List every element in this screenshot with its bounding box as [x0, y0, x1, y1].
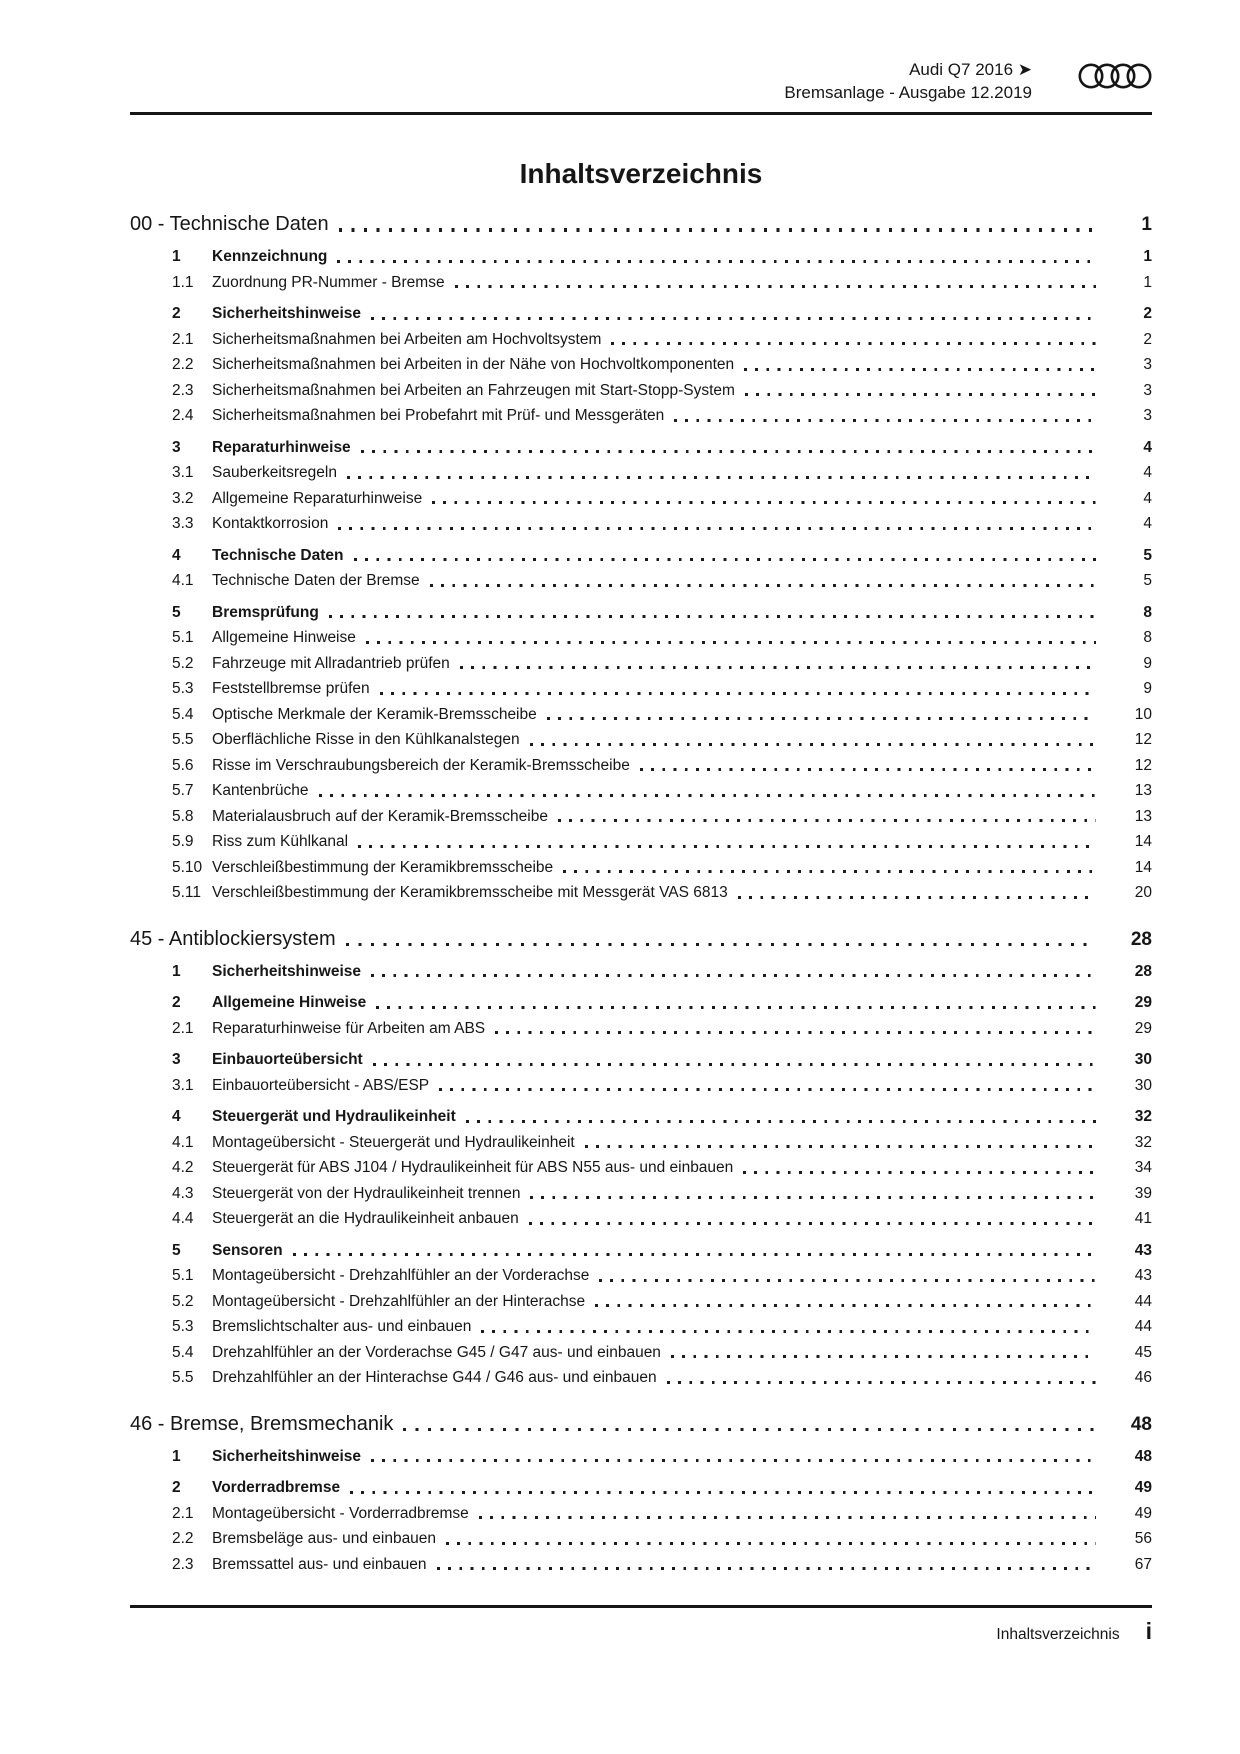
dot-leader [529, 1222, 1096, 1225]
toc-entry-page: 56 [1134, 1530, 1152, 1547]
dot-leader [376, 1006, 1096, 1009]
toc-entry-row[interactable] [130, 1104, 1152, 1130]
toc-entry-page: 48 [1134, 1447, 1152, 1465]
toc-entry-page: 12 [1134, 756, 1152, 774]
footer-divider [130, 1605, 1152, 1608]
toc-entry-page: 10 [1134, 705, 1152, 723]
toc-entry-page: 44 [1134, 1292, 1152, 1310]
audi-rings-icon [1078, 62, 1152, 90]
toc-entry-number: 3 [172, 1051, 181, 1068]
dot-leader [640, 768, 1096, 771]
toc-entry-row[interactable] [130, 403, 1152, 429]
dot-leader [430, 584, 1096, 587]
toc-entry-row[interactable] [130, 1047, 1152, 1073]
dot-leader [481, 1330, 1096, 1333]
dot-leader [350, 1491, 1096, 1494]
toc-entry-row[interactable] [130, 270, 1152, 296]
toc-entry-title: Montageübersicht - Steuergerät und Hydraulikeinheit [212, 1133, 575, 1151]
toc-entry-page: 12 [1134, 731, 1152, 748]
toc-entry-row[interactable] [130, 1552, 1152, 1578]
toc-chapter-row[interactable] [130, 211, 1152, 238]
dot-leader [558, 819, 1096, 822]
dot-leader [371, 1459, 1096, 1462]
toc-chapter-title: 46 - Bremse, Bremsmechanik [130, 1412, 394, 1435]
toc-entry-title: Technische Daten [212, 546, 344, 564]
toc-entry-number: 2.1 [172, 1019, 194, 1037]
toc-entry-number: 5.8 [172, 807, 194, 825]
toc-entry-title: Steuergerät für ABS J104 / Hydraulikeinheit für ABS N55 aus- und einbauen [212, 1159, 734, 1176]
toc-entry-row[interactable] [130, 1444, 1152, 1470]
header-divider [130, 112, 1152, 115]
toc-entry-row[interactable] [130, 959, 1152, 985]
dot-leader [329, 615, 1096, 618]
toc-entry-page: 14 [1134, 833, 1152, 850]
toc-entry-title: Sensoren [212, 1241, 283, 1259]
toc-entry-title: Bremsbeläge aus- und einbauen [212, 1530, 437, 1547]
dot-leader [346, 943, 1096, 946]
toc-entry-number: 5.6 [172, 756, 194, 774]
toc-entry-page: 8 [1143, 629, 1152, 646]
toc-entry-row[interactable] [130, 1206, 1152, 1232]
toc-entry-title: Steuergerät von der Hydraulikeinheit trennen [212, 1184, 521, 1202]
toc-entry-page: 9 [1143, 680, 1152, 697]
toc-entry-row[interactable] [130, 625, 1152, 651]
toc-entry-page: 67 [1134, 1555, 1152, 1573]
toc-entry-row[interactable] [130, 778, 1152, 804]
toc-entry-page: 49 [1134, 1504, 1152, 1522]
toc-entry-number: 1.1 [172, 273, 194, 291]
toc-entry-title: Sauberkeitsregeln [212, 464, 337, 481]
toc-entry-title: Allgemeine Reparaturhinweise [212, 489, 423, 507]
toc-entry-page: 13 [1134, 807, 1152, 825]
dot-leader [745, 393, 1096, 396]
dot-leader [455, 285, 1096, 288]
dot-leader [337, 260, 1096, 263]
toc-entry-row[interactable] [130, 600, 1152, 626]
toc-entry-page: 49 [1134, 1479, 1152, 1496]
toc-entry-page: 43 [1134, 1267, 1152, 1284]
dot-leader [403, 1428, 1096, 1431]
toc-entry-page: 4 [1143, 464, 1152, 481]
toc-entry-title: Verschleißbestimmung der Keramikbremsscheibe [212, 858, 554, 876]
toc-entry-page: 9 [1143, 654, 1152, 672]
toc-entry-title: Vorderradbremse [212, 1479, 341, 1496]
toc-chapter-page: 48 [1130, 1413, 1152, 1435]
dot-leader [460, 666, 1096, 669]
toc-entry-row[interactable] [130, 829, 1152, 855]
toc-entry-title: Drehzahlfühler an der Hinterachse G44 / G46 aus- und einbauen [212, 1369, 657, 1386]
toc-entry-number: 2 [172, 1479, 181, 1496]
dot-leader [667, 1381, 1096, 1384]
toc-entry-page: 30 [1134, 1076, 1152, 1094]
footer-page-number: i [1145, 1618, 1152, 1644]
toc-chapter-title: 00 - Technische Daten [130, 213, 329, 235]
toc-entry-row[interactable] [130, 880, 1152, 906]
dot-leader [432, 501, 1096, 504]
toc-entry-row[interactable] [130, 1263, 1152, 1289]
dot-leader [674, 419, 1096, 422]
toc-entry-title: Sicherheitsmaßnahmen bei Probefahrt mit Prüf- und Messgeräten [212, 407, 665, 424]
toc-entry-row[interactable] [130, 804, 1152, 830]
dot-leader [495, 1031, 1096, 1034]
toc-entry-title: Kennzeichnung [212, 248, 328, 265]
dot-leader [354, 558, 1096, 561]
toc-entry-title: Zuordnung PR-Nummer - Bremse [212, 273, 445, 291]
dot-leader [380, 692, 1096, 695]
page-title: Inhaltsverzeichnis [519, 158, 763, 189]
toc-entry-number: 5 [172, 603, 181, 621]
toc-entry-row[interactable] [130, 1016, 1152, 1042]
toc-entry-row[interactable] [130, 1238, 1152, 1264]
toc-entry-title: Allgemeine Hinweise [212, 629, 356, 646]
toc-entry-title: Bremsprüfung [212, 603, 319, 621]
dot-leader [439, 1088, 1096, 1091]
toc-entry-page: 20 [1134, 884, 1152, 901]
toc-entry-row[interactable] [130, 1073, 1152, 1099]
toc-entry-number: 5.9 [172, 833, 194, 850]
page-footer [130, 1605, 1152, 1645]
toc-entry-number: 1 [172, 1447, 181, 1465]
toc-entry-title: Sicherheitshinweise [212, 305, 362, 322]
toc-entry-page: 13 [1134, 782, 1152, 799]
toc-entry-title: Riss zum Kühlkanal [212, 833, 349, 850]
toc-entry-page: 3 [1143, 356, 1152, 373]
toc-entry-number: 5.7 [172, 782, 194, 799]
toc-entry-row[interactable] [130, 753, 1152, 779]
dot-leader [446, 1542, 1096, 1545]
toc-entry-number: 5.4 [172, 705, 194, 723]
toc-entry-page: 29 [1134, 1019, 1152, 1037]
toc-entry-number: 5.5 [172, 1369, 194, 1386]
toc-entry-number: 3.2 [172, 489, 194, 507]
toc-entry-page: 5 [1143, 546, 1152, 564]
toc-entry-number: 2 [172, 994, 181, 1011]
dot-leader [293, 1253, 1096, 1256]
toc-entry-number: 5.10 [172, 858, 203, 876]
toc-entry-number: 5.3 [172, 680, 194, 697]
toc-entry-page: 14 [1134, 858, 1152, 876]
footer-text-block [130, 1618, 1152, 1645]
toc-entry-number: 1 [172, 248, 181, 265]
toc-entry-row[interactable] [130, 486, 1152, 512]
toc-entry-title: Technische Daten der Bremse [212, 572, 420, 589]
toc-entry-number: 5.1 [172, 1267, 194, 1284]
toc-entry-row[interactable] [130, 301, 1152, 327]
toc-entry-title: Oberflächliche Risse in den Kühlkanalstegen [212, 731, 520, 748]
toc-entry-row[interactable] [130, 1340, 1152, 1366]
dot-leader [466, 1120, 1096, 1123]
toc-entry-number: 4.3 [172, 1184, 194, 1202]
footer-label: Inhaltsverzeichnis [996, 1626, 1120, 1643]
dot-leader [366, 641, 1096, 644]
toc-entry-page: 32 [1134, 1133, 1152, 1151]
toc-entry-page: 1 [1143, 273, 1152, 291]
toc-list [130, 211, 1152, 1577]
toc-entry-page: 34 [1134, 1159, 1152, 1176]
toc-entry-title: Bremslichtschalter aus- und einbauen [212, 1318, 472, 1335]
toc-entry-number: 2.4 [172, 407, 194, 424]
toc-entry-title: Risse im Verschraubungsbereich der Keramik-Bremsscheibe [212, 756, 630, 774]
dot-leader [358, 845, 1096, 848]
toc-chapter-row[interactable] [130, 926, 1152, 953]
toc-entry-title: Fahrzeuge mit Allradantrieb prüfen [212, 654, 450, 672]
toc-entry-row[interactable] [130, 1526, 1152, 1552]
toc-entry-row[interactable] [130, 1501, 1152, 1527]
toc-entry-title: Optische Merkmale der Keramik-Bremsscheibe [212, 705, 537, 723]
toc-entry-page: 46 [1134, 1369, 1152, 1386]
toc-entry-page: 1 [1143, 248, 1152, 265]
toc-entry-row[interactable] [130, 1130, 1152, 1156]
dot-leader [371, 974, 1096, 977]
toc-entry-number: 3 [172, 438, 181, 456]
toc-entry-row[interactable] [130, 651, 1152, 677]
dot-leader [371, 317, 1096, 320]
toc-entry-page: 4 [1143, 438, 1152, 456]
toc-entry-title: Reparaturhinweise für Arbeiten am ABS [212, 1019, 486, 1037]
toc-entry-title: Montageübersicht - Drehzahlfühler an der Hinterachse [212, 1292, 586, 1310]
toc-entry-row[interactable] [130, 1181, 1152, 1207]
toc-entry-page: 3 [1143, 381, 1152, 399]
header-document-line: Bremsanlage - Ausgabe 12.2019 [784, 83, 1032, 102]
dot-leader [744, 368, 1096, 371]
toc-chapter-title: 45 - Antiblockiersystem [130, 927, 336, 950]
toc-entry-title: Steuergerät und Hydraulikeinheit [212, 1108, 456, 1125]
toc-entry-number: 2 [172, 305, 181, 322]
dot-leader [339, 228, 1096, 231]
dot-leader [585, 1145, 1096, 1148]
toc-entry-row[interactable] [130, 1314, 1152, 1340]
toc-chapter-page: 1 [1141, 214, 1152, 235]
page-header [130, 0, 1152, 115]
toc-entry-number: 4.1 [172, 1133, 194, 1151]
toc-chapter-row[interactable] [130, 1411, 1152, 1438]
toc-entry-number: 2.3 [172, 1555, 194, 1573]
toc-entry-title: Montageübersicht - Vorderradbremse [212, 1504, 469, 1522]
toc-entry-number: 4.4 [172, 1210, 194, 1227]
dot-leader [738, 896, 1096, 899]
toc-entry-title: Bremssattel aus- und einbauen [212, 1555, 427, 1573]
toc-entry-number: 5.4 [172, 1343, 194, 1361]
toc-entry-page: 39 [1134, 1184, 1152, 1202]
toc-entry-number: 5.2 [172, 1292, 194, 1310]
toc-entry-row[interactable] [130, 327, 1152, 353]
dot-leader [437, 1567, 1096, 1570]
toc-entry-number: 2.2 [172, 356, 194, 373]
dot-leader [373, 1063, 1096, 1066]
dot-leader [530, 1196, 1096, 1199]
header-text-block [130, 58, 1152, 104]
toc-entry-number: 2.2 [172, 1530, 194, 1547]
toc-entry-title: Kantenbrüche [212, 782, 309, 799]
toc-entry-page: 3 [1143, 407, 1152, 424]
toc-entry-row[interactable] [130, 727, 1152, 753]
toc-entry-title: Sicherheitshinweise [212, 962, 362, 980]
toc-entry-row[interactable] [130, 1289, 1152, 1315]
toc-entry-page: 43 [1134, 1241, 1152, 1259]
toc-entry-row[interactable] [130, 676, 1152, 702]
toc-entry-page: 4 [1143, 489, 1152, 507]
toc-entry-number: 3.3 [172, 515, 194, 532]
dot-leader [338, 527, 1096, 530]
toc-entry-number: 5.11 [172, 884, 202, 901]
toc-entry-number: 4.1 [172, 572, 194, 589]
dot-leader [479, 1516, 1096, 1519]
toc-entry-title: Einbauorteübersicht - ABS/ESP [212, 1076, 430, 1094]
toc-entry-page: 32 [1134, 1108, 1152, 1125]
header-model-line: Audi Q7 2016 ➤ [909, 60, 1032, 79]
toc-entry-number: 3.1 [172, 1076, 194, 1094]
toc-entry-page: 5 [1143, 572, 1152, 589]
toc-entry-number: 5 [172, 1241, 181, 1259]
dot-leader [563, 870, 1096, 873]
toc-entry-title: Materialausbruch auf der Keramik-Bremsscheibe [212, 807, 548, 825]
toc-entry-title: Drehzahlfühler an der Vorderachse G45 / G47 aus- und einbauen [212, 1343, 661, 1361]
toc-entry-page: 8 [1143, 603, 1152, 621]
dot-leader [743, 1171, 1096, 1174]
toc-entry-number: 2.3 [172, 381, 194, 399]
dot-leader [347, 476, 1096, 479]
toc-entry-number: 4 [172, 1108, 181, 1125]
toc-entry-row[interactable] [130, 460, 1152, 486]
dot-leader [547, 717, 1096, 720]
toc-entry-row[interactable] [130, 702, 1152, 728]
toc-entry-row[interactable] [130, 352, 1152, 378]
toc-entry-title: Allgemeine Hinweise [212, 994, 367, 1011]
toc-entry-page: 4 [1143, 515, 1152, 532]
toc-entry-page: 28 [1134, 962, 1152, 980]
dot-leader [530, 743, 1096, 746]
toc-entry-title: Feststellbremse prüfen [212, 680, 370, 697]
toc-entry-title: Sicherheitsmaßnahmen bei Arbeiten in der Nähe von Hochvoltkomponenten [212, 356, 735, 373]
toc-entry-number: 5.5 [172, 731, 194, 748]
toc-entry-row[interactable] [130, 244, 1152, 270]
toc-chapter-page: 28 [1130, 928, 1152, 950]
toc-entry-title: Steuergerät an die Hydraulikeinheit anbauen [212, 1210, 519, 1227]
toc-entry-title: Montageübersicht - Drehzahlfühler an der Vorderachse [212, 1267, 590, 1284]
toc-entry-title: Kontaktkorrosion [212, 515, 329, 532]
toc-entry-row[interactable] [130, 1475, 1152, 1501]
toc-entry-number: 5.2 [172, 654, 194, 672]
toc-entry-title: Einbauorteübersicht [212, 1051, 363, 1068]
toc-entry-row[interactable] [130, 568, 1152, 594]
dot-leader [599, 1279, 1096, 1282]
toc-entry-title: Verschleißbestimmung der Keramikbremsscheibe mit Messgerät VAS 6813 [212, 884, 728, 901]
toc-entry-page: 30 [1134, 1051, 1152, 1068]
dot-leader [361, 450, 1096, 453]
toc-entry-page: 2 [1143, 305, 1152, 322]
toc-entry-page: 44 [1134, 1318, 1152, 1335]
toc-entry-title: Sicherheitsmaßnahmen bei Arbeiten am Hochvoltsystem [212, 330, 602, 348]
toc-entry-page: 45 [1134, 1343, 1152, 1361]
toc-entry-number: 5.3 [172, 1318, 194, 1335]
toc-entry-number: 2.1 [172, 330, 194, 348]
toc-entry-number: 4.2 [172, 1159, 194, 1176]
toc-entry-row[interactable] [130, 855, 1152, 881]
toc-entry-title: Reparaturhinweise [212, 438, 351, 456]
toc-entry-number: 2.1 [172, 1504, 194, 1522]
toc-entry-number: 5.1 [172, 629, 194, 646]
toc-entry-row[interactable] [130, 543, 1152, 569]
dot-leader [671, 1355, 1096, 1358]
toc-entry-row[interactable] [130, 1365, 1152, 1391]
toc-entry-row[interactable] [130, 378, 1152, 404]
dot-leader [319, 794, 1096, 797]
toc-entry-page: 41 [1134, 1210, 1152, 1227]
toc-entry-number: 3.1 [172, 464, 194, 481]
toc-entry-row[interactable] [130, 990, 1152, 1016]
toc-entry-title: Sicherheitsmaßnahmen bei Arbeiten an Fahrzeugen mit Start-Stopp-System [212, 381, 735, 399]
dot-leader [595, 1304, 1096, 1307]
toc-entry-page: 2 [1143, 330, 1152, 348]
toc-entry-row[interactable] [130, 1155, 1152, 1181]
dot-leader [611, 342, 1096, 345]
toc-entry-number: 1 [172, 962, 181, 980]
toc-entry-page: 29 [1134, 994, 1152, 1011]
toc-entry-row[interactable] [130, 511, 1152, 537]
toc-entry-number: 4 [172, 546, 181, 564]
toc-entry-title: Sicherheitshinweise [212, 1447, 362, 1465]
toc-entry-row[interactable] [130, 435, 1152, 461]
